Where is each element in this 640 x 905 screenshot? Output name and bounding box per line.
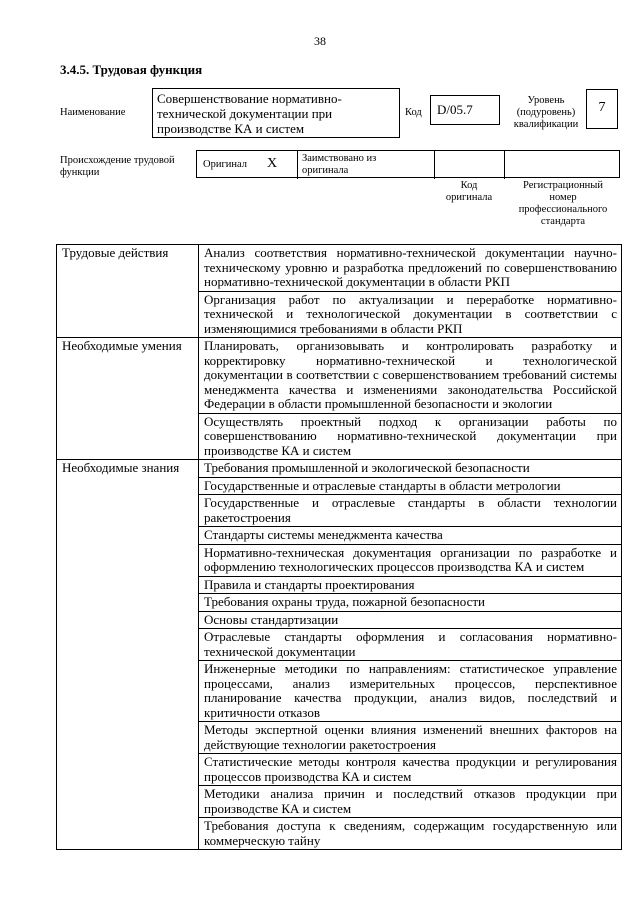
action-item: Анализ соответствия нормативно-технической документации научно-техническому уровню и разработка предложений по совершенствованию нормативно-технической документации в области РКП bbox=[199, 245, 622, 292]
page-number: 38 bbox=[314, 34, 326, 48]
code-box bbox=[430, 95, 500, 125]
action-item: Организация работ по актуализации и переработке нормативно-технической и технологической документации в соответствии с изменяющимися требованиями в области РКП bbox=[199, 291, 622, 338]
knowledge-item: Требования доступа к сведениям, содержащим государственную или коммерческую тайну bbox=[199, 818, 622, 850]
level-label-line3: квалификации bbox=[513, 119, 579, 130]
knowledge-item: Требования промышленной и экологической безопасности bbox=[199, 460, 622, 478]
level-label-line1: Уровень bbox=[527, 95, 565, 106]
knowledge-item: Инженерные методики по направлениям: статистическое управление процессами, анализ измерительных процессов, перспективное планирование качества продукции, анализ видов, последствий и критичности отказов bbox=[199, 661, 622, 722]
origin-label-line1: Происхождение трудовой bbox=[60, 155, 175, 166]
level-box bbox=[586, 89, 618, 129]
reg-caption-line3: профессионального bbox=[518, 204, 608, 215]
borrowed-label bbox=[302, 153, 376, 177]
knowledge-item: Основы стандартизации bbox=[199, 611, 622, 629]
labor-function-table bbox=[56, 244, 622, 850]
origin-label bbox=[60, 155, 175, 179]
knowledge-label: Необходимые знания bbox=[57, 460, 199, 850]
level-label bbox=[510, 95, 582, 131]
original-mark: X bbox=[267, 156, 278, 171]
knowledge-item: Требования охраны труда, пожарной безопасности bbox=[199, 594, 622, 612]
skills-label: Необходимые умения bbox=[57, 338, 199, 460]
code-label: Код bbox=[405, 107, 422, 118]
origin-code-caption-line2: оригинала bbox=[445, 192, 493, 203]
borrowed-label-line2: оригинала bbox=[302, 165, 349, 176]
origin-label-line2: функции bbox=[60, 167, 100, 178]
actions-label: Трудовые действия bbox=[57, 245, 199, 338]
knowledge-item: Методы экспертной оценки влияния изменений внешних факторов на действующие технологии ракетостроения bbox=[199, 722, 622, 754]
section-title: 3.4.5. Трудовая функция bbox=[60, 62, 203, 77]
reg-number-cell bbox=[505, 151, 619, 179]
reg-caption-line2: номер bbox=[549, 192, 577, 203]
skill-item: Осуществлять проектный подход к организации работы по совершенствованию нормативно-технической документации при производстве КА и систем bbox=[199, 413, 622, 460]
knowledge-item: Государственные и отраслевые стандарты в области метрологии bbox=[199, 477, 622, 495]
function-name-box bbox=[152, 88, 400, 138]
original-label: Оригинал bbox=[203, 159, 247, 170]
reg-caption-line4: стандарта bbox=[540, 216, 586, 227]
origin-row bbox=[196, 150, 620, 178]
level-value: 7 bbox=[598, 100, 606, 115]
table-row bbox=[57, 338, 622, 414]
table-row bbox=[57, 245, 622, 292]
level-label-line2: (подуровень) bbox=[516, 107, 576, 118]
skill-item: Планировать, организовывать и контролировать разработку и корректировку нормативно-технической и технологической документации в соответствии с совершенствованием требований системы менеджмента качества и изменениями законодательства Российской Федерации в области промышленной безопасности и экологии bbox=[199, 338, 622, 414]
borrowed-label-line1: Заимствовано из bbox=[302, 153, 377, 164]
reg-number-caption bbox=[506, 180, 620, 228]
knowledge-item: Отраслевые стандарты оформления и согласования нормативно-технической документации bbox=[199, 629, 622, 661]
origin-code-caption-line1: Код bbox=[460, 180, 478, 191]
function-name-value: Совершенствование нормативно-технической документации при производстве КА и систем bbox=[157, 91, 342, 136]
original-cell bbox=[197, 151, 298, 179]
knowledge-item: Статистические методы контроля качества продукции и регулирования процессов производства КА и систем bbox=[199, 754, 622, 786]
knowledge-item: Государственные и отраслевые стандарты в области технологии ракетостроения bbox=[199, 495, 622, 527]
knowledge-item: Нормативно-техническая документация организации по разработке и оформлению технологических процессов производства КА и систем bbox=[199, 544, 622, 576]
knowledge-item: Методики анализа причин и последствий отказов продукции при производстве КА и систем bbox=[199, 786, 622, 818]
knowledge-item: Стандарты системы менеджмента качества bbox=[199, 527, 622, 545]
origin-code-caption bbox=[432, 180, 506, 204]
table-row bbox=[57, 460, 622, 478]
reg-caption-line1: Регистрационный bbox=[523, 180, 603, 191]
name-label: Наименование bbox=[60, 107, 126, 118]
origin-code-cell bbox=[435, 151, 505, 179]
code-value: D/05.7 bbox=[437, 102, 473, 117]
borrowed-cell bbox=[298, 151, 435, 179]
knowledge-item: Правила и стандарты проектирования bbox=[199, 576, 622, 594]
